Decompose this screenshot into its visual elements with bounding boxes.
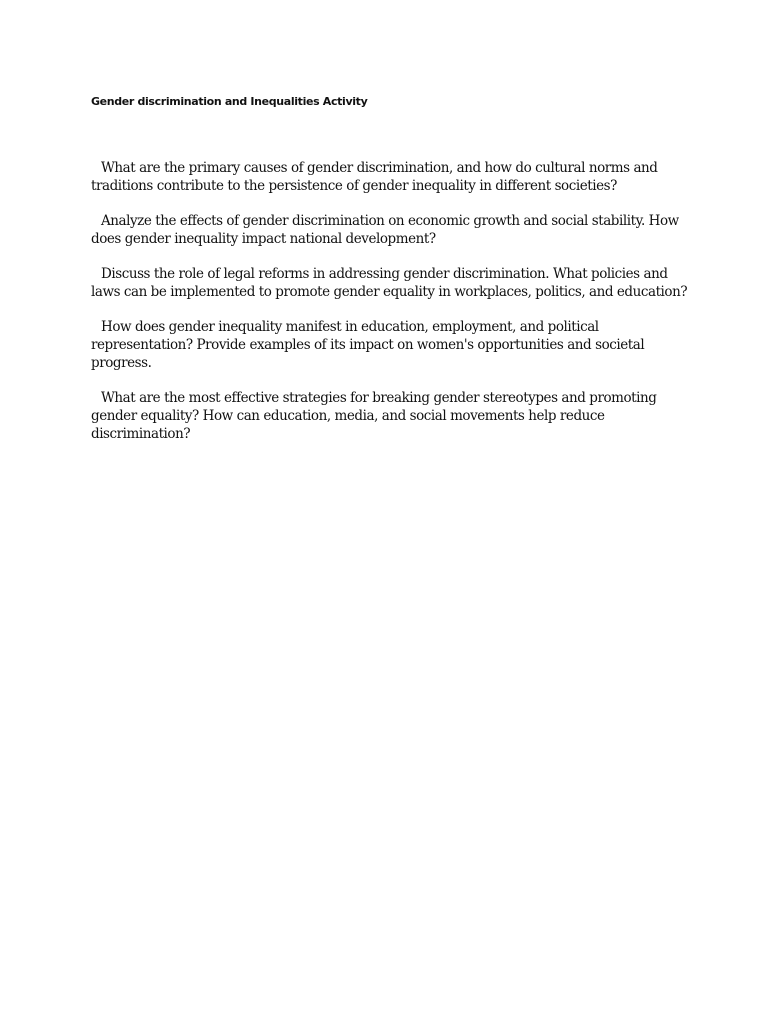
question-1: What are the primary causes of gender discrimination, and how do cultural norms and traditions contribute to the persistence of gender inequality in different societies? <box>91 160 658 194</box>
question-5: What are the most effective strategies for breaking gender stereotypes and promoting gender equality? How can education, media, and social movements help reduce discrimination? <box>91 390 657 442</box>
question-list <box>91 159 691 460</box>
document-title: Gender discrimination and Inequalities Activity <box>91 95 368 108</box>
question-4: How does gender inequality manifest in education, employment, and political representation? Provide examples of its impact on women's opportunities and societal progress. <box>91 319 645 371</box>
question-3: Discuss the role of legal reforms in addressing gender discrimination. What policies and laws can be implemented to promote gender equality in workplaces, politics, and education? <box>91 266 688 300</box>
question-2: Analyze the effects of gender discrimination on economic growth and social stability. How does gender inequality impact national development? <box>91 213 679 247</box>
